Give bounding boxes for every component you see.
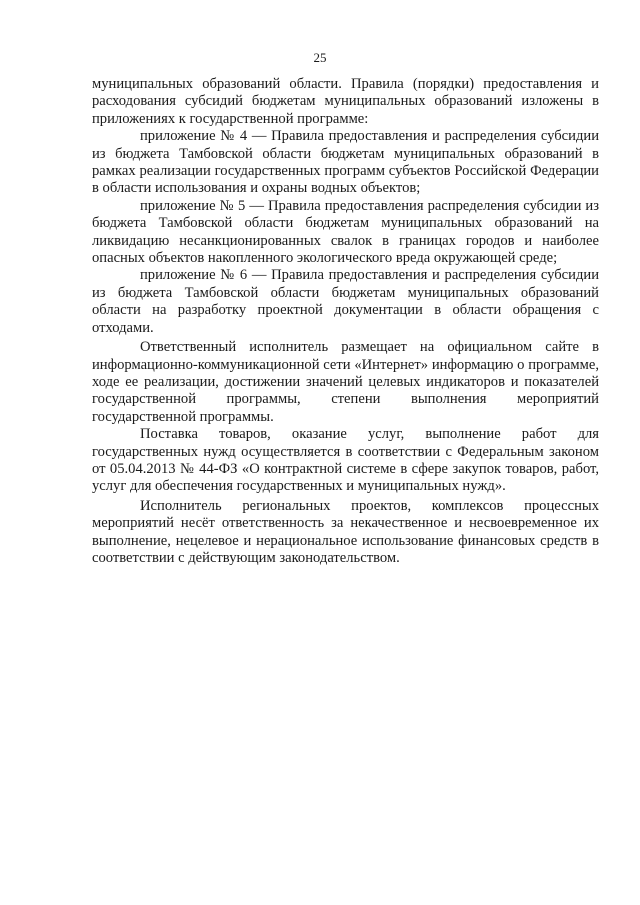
paragraph-appendix-4: приложение № 4 — Правила предоставления и распределения субсидии из бюджета Тамбовской области бюджетам муниципальных образований в рамках реализации государственных программ субъектов Российской Федерации в области использования и охраны водных объектов; xyxy=(92,128,599,197)
paragraph-procurement: Поставка товаров, оказание услуг, выполнение работ для государственных нужд осуществляется в соответствии с Федеральным законом от 05.04.2013 № 44-ФЗ «О контрактной системе в сфере закупок товаров, работ, услуг для обеспечения государственных и муниципальных нужд». xyxy=(92,426,599,495)
paragraph-responsible-executor: Ответственный исполнитель размещает на официальном сайте в информационно-коммуникационной сети «Интернет» информацию о программе, ходе ее реализации, достижении значений целевых индикаторов и показателей государственной программы, степени выполнения мероприятий государственной программы. xyxy=(92,339,599,425)
paragraph-intro: муниципальных образований области. Правила (порядки) предоставления и расходования субсидий бюджетам муниципальных образований изложены в приложениях к государственной программе: xyxy=(92,76,599,127)
paragraph-executor-responsibility: Исполнитель региональных проектов, комплексов процессных мероприятий несёт ответственность за некачественное и несвоевременное их выполнение, нецелевое и нерациональное использование финансовых средств в соответствии с действующим законодательством. xyxy=(92,497,599,566)
paragraph-appendix-5: приложение № 5 — Правила предоставления распределения субсидии из бюджета Тамбовской области бюджетам муниципальных образований на ликвидацию несанкционированных свалок в границах городов и наиболее опасных объектов накопленного экологического вреда окружающей среде; xyxy=(92,197,599,267)
document-body xyxy=(92,76,599,567)
page-number: 25 xyxy=(313,50,327,65)
paragraph-appendix-6: приложение № 6 — Правила предоставления и распределения субсидии из бюджета Тамбовской области бюджетам муниципальных образований области на разработку проектной документации в области обращения с отходами. xyxy=(92,267,599,336)
